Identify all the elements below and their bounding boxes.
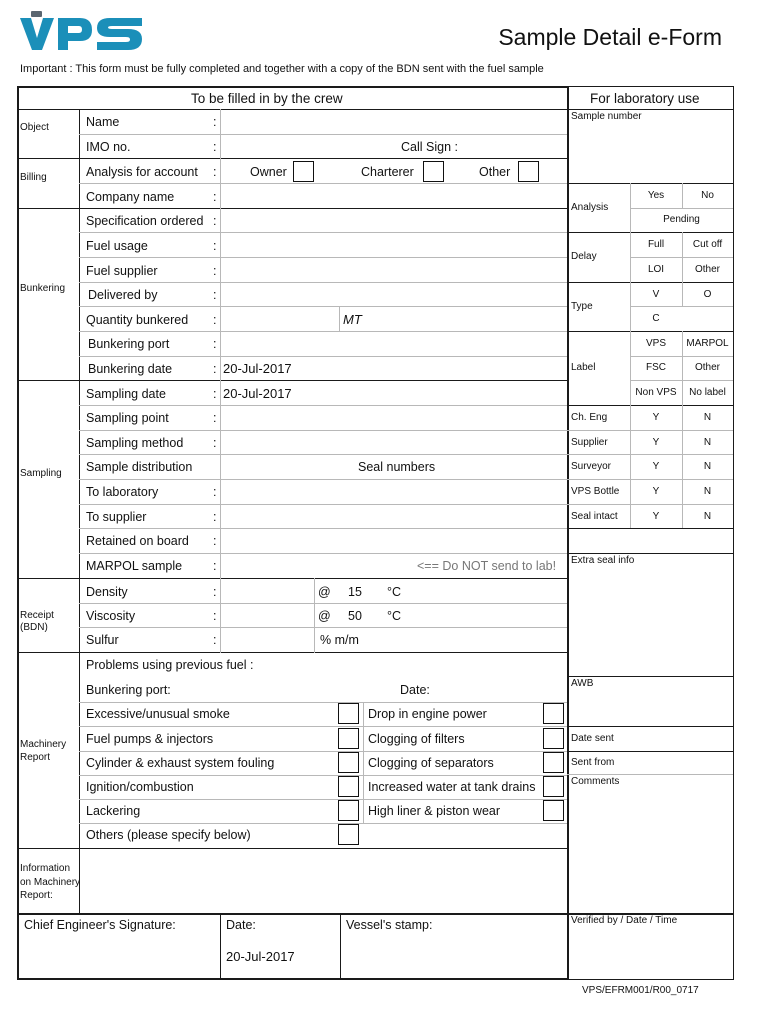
label-marpol-sample: MARPOL sample xyxy=(86,559,183,573)
colon: : xyxy=(213,411,217,425)
label-chief-engineer-signature: Chief Engineer's Signature: xyxy=(24,918,176,932)
row-line xyxy=(79,702,567,703)
label-sample-distribution: Sample distribution xyxy=(86,460,193,474)
lab-yes[interactable]: Yes xyxy=(647,190,665,201)
row-line xyxy=(79,627,567,628)
label-sampling-point: Sampling point xyxy=(86,411,169,425)
colon: : xyxy=(213,362,217,376)
label-seal-numbers: Seal numbers xyxy=(358,460,436,474)
viscosity-at: @ xyxy=(318,609,331,623)
label-mach-date: Date: xyxy=(400,683,430,697)
label-bunkering-port: Bunkering port xyxy=(88,337,170,351)
frame-crew-right xyxy=(567,86,569,980)
row-line xyxy=(79,454,567,455)
row-line xyxy=(79,134,567,135)
lab-row-line xyxy=(630,208,733,209)
colon: : xyxy=(213,337,217,351)
frame-heading-bottom xyxy=(17,109,569,110)
frame-left xyxy=(17,86,19,980)
label-bunkering-date: Bunkering date xyxy=(88,362,173,376)
row-line xyxy=(79,306,567,307)
colon: : xyxy=(213,559,217,573)
density-at: @ xyxy=(318,585,331,599)
row-line xyxy=(79,553,567,554)
lab-yn-y[interactable]: Y xyxy=(652,412,660,423)
value-column-line xyxy=(339,306,340,332)
label-call-sign: Call Sign : xyxy=(401,140,458,154)
label-sulfur: Sulfur xyxy=(86,633,119,647)
row-line xyxy=(79,405,567,406)
problem-left-5-checkbox[interactable] xyxy=(338,824,359,845)
lab-yn-n[interactable]: N xyxy=(703,412,712,423)
lab-yn-n[interactable]: N xyxy=(703,511,712,522)
colon: : xyxy=(213,165,217,179)
frame-bottom-lab xyxy=(567,979,733,980)
problem-right-0: Drop in engine power xyxy=(368,707,487,721)
lab-row-line xyxy=(630,380,733,381)
label-owner: Owner xyxy=(250,165,287,179)
label-signature-date: Date: xyxy=(226,918,256,932)
lab-row-line xyxy=(630,306,733,307)
other-checkbox[interactable] xyxy=(518,161,539,182)
viscosity-unit: °C xyxy=(387,609,402,623)
lab-line xyxy=(567,676,733,677)
row-line xyxy=(79,331,567,332)
label-quantity-bunkered: Quantity bunkered xyxy=(86,313,189,327)
value-column-line xyxy=(314,578,315,653)
problem-left-1-checkbox[interactable] xyxy=(338,728,359,749)
lab-line xyxy=(567,726,733,727)
problem-right-3: Increased water at tank drains xyxy=(368,780,536,794)
lab-yn-row-3: VPS Bottle xyxy=(571,486,620,497)
lab-label-marpol[interactable]: MARPOL xyxy=(686,338,729,349)
section-sampling: Sampling xyxy=(20,468,62,479)
colon: : xyxy=(213,214,217,228)
problem-left-4: Lackering xyxy=(86,804,141,818)
label-to-supplier: To supplier xyxy=(86,510,147,524)
colon: : xyxy=(213,585,217,599)
colon: : xyxy=(213,288,217,302)
colon: : xyxy=(213,190,217,204)
label-fuel-supplier: Fuel supplier xyxy=(86,264,158,278)
label-retained-on-board: Retained on board xyxy=(86,534,189,548)
lab-line xyxy=(567,528,733,529)
sep-machinery-info xyxy=(17,848,569,849)
lab-delay: Delay xyxy=(571,251,597,262)
sep-info-signature xyxy=(17,913,569,915)
colon: : xyxy=(213,264,217,278)
sep-billing-bunkering xyxy=(17,208,569,209)
frame-top-crew xyxy=(17,86,569,88)
problem-right-3-checkbox[interactable] xyxy=(543,776,564,797)
section-object: Object xyxy=(20,122,49,133)
row-line xyxy=(79,356,567,357)
label-imo: IMO no. xyxy=(86,140,131,154)
vps-logo-graphic xyxy=(18,10,146,52)
lab-label-fsc[interactable]: FSC xyxy=(646,362,666,373)
problem-left-2: Cylinder & exhaust system fouling xyxy=(86,756,275,770)
row-line xyxy=(79,257,567,258)
row-line xyxy=(79,183,567,184)
label-problems: Problems using previous fuel : xyxy=(86,658,254,672)
colon: : xyxy=(213,313,217,327)
do-not-send-note: <== Do NOT send to lab! xyxy=(417,559,557,573)
colon: : xyxy=(213,140,217,154)
row-line xyxy=(79,282,567,283)
lab-label-no-label[interactable]: No label xyxy=(689,387,726,398)
bunkering-date-value[interactable]: 20-Jul-2017 xyxy=(223,361,292,376)
row-line xyxy=(79,603,567,604)
row-line xyxy=(79,504,567,505)
lab-loi[interactable]: LOI xyxy=(647,264,665,275)
section-billing: Billing xyxy=(20,172,47,183)
problem-right-2-checkbox[interactable] xyxy=(543,752,564,773)
information-textarea[interactable] xyxy=(82,851,568,913)
label-sampling-date: Sampling date xyxy=(86,387,166,401)
form-code: VPS/EFRM001/R00_0717 xyxy=(582,985,699,996)
lab-row-line xyxy=(567,774,733,775)
lab-type-o[interactable]: O xyxy=(703,289,712,300)
lab-line xyxy=(567,282,733,283)
section-bunkering: Bunkering xyxy=(20,283,66,294)
charterer-checkbox[interactable] xyxy=(423,161,444,182)
lab-line xyxy=(567,331,733,332)
lab-sent-from: Sent from xyxy=(571,757,615,768)
row-line xyxy=(79,823,567,824)
colon: : xyxy=(213,633,217,647)
label-mach-bunkering-port: Bunkering port: xyxy=(86,683,171,697)
label-fuel-usage: Fuel usage xyxy=(86,239,148,253)
lab-row-line xyxy=(567,454,733,455)
problem-right-1-checkbox[interactable] xyxy=(543,728,564,749)
row-line xyxy=(79,751,567,752)
row-line xyxy=(79,430,567,431)
signature-date-value[interactable]: 20-Jul-2017 xyxy=(226,949,295,964)
label-specification-ordered: Specification ordered xyxy=(86,214,204,228)
important-notice: Important : This form must be fully completed and together with a copy of the BDN sent with the fuel sample xyxy=(20,63,544,75)
sulfur-unit: % m/m xyxy=(320,633,359,647)
crew-heading: To be filled in by the crew xyxy=(191,91,343,106)
sep-receipt-machinery xyxy=(17,652,569,653)
frame-lab-right xyxy=(733,86,734,980)
section-machinery: Machinery Report xyxy=(20,739,67,763)
lab-row-line xyxy=(630,356,733,357)
vps-logo xyxy=(18,10,146,52)
frame-top-lab xyxy=(567,86,733,87)
lab-yn-y[interactable]: Y xyxy=(652,437,660,448)
colon: : xyxy=(213,436,217,450)
problem-right-4-checkbox[interactable] xyxy=(543,800,564,821)
lab-label-non-vps[interactable]: Non VPS xyxy=(635,387,677,398)
colon: : xyxy=(213,485,217,499)
problem-left-2-checkbox[interactable] xyxy=(338,752,359,773)
problem-left-4-checkbox[interactable] xyxy=(338,800,359,821)
label-to-laboratory: To laboratory xyxy=(86,485,159,499)
lab-delay-other[interactable]: Other xyxy=(694,264,720,275)
lab-yn-row-1: Supplier xyxy=(571,437,608,448)
lab-type-c[interactable]: C xyxy=(652,313,660,324)
signature-split xyxy=(340,913,341,979)
colon: : xyxy=(213,115,217,129)
sep-object-billing xyxy=(17,158,569,159)
colon: : xyxy=(213,510,217,524)
label-charterer: Charterer xyxy=(361,165,414,179)
lab-date-sent: Date sent xyxy=(571,733,614,744)
problem-left-1: Fuel pumps & injectors xyxy=(86,732,214,746)
lab-extra-seal-info: Extra seal info xyxy=(571,555,635,566)
colon: : xyxy=(213,239,217,253)
lab-pending[interactable]: Pending xyxy=(663,214,700,225)
lab-awb: AWB xyxy=(571,678,594,689)
lab-label: Label xyxy=(571,362,596,373)
colon: : xyxy=(213,534,217,548)
viscosity-temp: 50 xyxy=(348,609,362,623)
label-vessel-stamp: Vessel's stamp: xyxy=(346,918,433,932)
form-title: Sample Detail e-Form xyxy=(498,24,722,50)
problem-right-4: High liner & piston wear xyxy=(368,804,501,818)
label-other: Other xyxy=(479,165,511,179)
sampling-date-value[interactable]: 20-Jul-2017 xyxy=(223,386,292,401)
owner-checkbox[interactable] xyxy=(293,161,314,182)
signature-split xyxy=(220,913,221,979)
lab-row-line xyxy=(567,430,733,431)
lab-yn-row-0: Ch. Eng xyxy=(571,412,608,423)
row-line xyxy=(79,775,567,776)
lab-yn-n[interactable]: N xyxy=(703,437,712,448)
label-analysis-account: Analysis for account xyxy=(86,165,198,179)
name-input[interactable] xyxy=(222,112,569,134)
lab-row-line xyxy=(567,479,733,480)
lab-full[interactable]: Full xyxy=(647,239,665,250)
lab-yn-row-2: Surveyor xyxy=(571,461,612,472)
row-line xyxy=(79,232,567,233)
density-temp: 15 xyxy=(348,585,362,599)
lab-line xyxy=(567,553,733,554)
problem-left-5: Others (please specify below) xyxy=(86,828,251,842)
machinery-split xyxy=(363,702,364,824)
row-line xyxy=(79,726,567,727)
frame-bottom-crew xyxy=(17,978,569,980)
row-line xyxy=(79,528,567,529)
lab-verified: Verified by / Date / Time xyxy=(571,915,678,926)
lab-line xyxy=(567,405,733,406)
label-name: Name xyxy=(86,115,120,129)
lab-line xyxy=(567,109,733,110)
lab-sample-number: Sample number xyxy=(571,111,642,122)
lab-type: Type xyxy=(571,301,593,312)
lab-yn-row-4: Seal intact xyxy=(571,511,618,522)
lab-yn-y[interactable]: Y xyxy=(652,461,660,472)
lab-line xyxy=(567,751,733,752)
quantity-unit: MT xyxy=(343,312,362,327)
lab-type-v[interactable]: V xyxy=(652,289,660,300)
problem-left-0: Excessive/unusual smoke xyxy=(86,707,230,721)
lab-yn-y[interactable]: Y xyxy=(652,486,660,497)
value-column-line xyxy=(220,578,221,653)
label-delivered-by: Delivered by xyxy=(88,288,158,302)
lab-line xyxy=(567,232,733,233)
lab-heading: For laboratory use xyxy=(590,91,700,106)
section-divider xyxy=(79,109,80,914)
lab-no[interactable]: No xyxy=(701,190,714,201)
lab-comments: Comments xyxy=(571,776,620,787)
label-company-name: Company name xyxy=(86,190,175,204)
section-information: Information on Machinery Report: xyxy=(20,863,81,901)
label-density: Density xyxy=(86,585,128,599)
row-line xyxy=(79,479,567,480)
lab-label-other[interactable]: Other xyxy=(694,362,720,373)
value-column-line xyxy=(220,109,221,579)
colon: : xyxy=(213,387,217,401)
label-sampling-method: Sampling method xyxy=(86,436,184,450)
sep-sampling-receipt xyxy=(17,578,569,579)
lab-line xyxy=(567,183,733,184)
problem-right-0-checkbox[interactable] xyxy=(543,703,564,724)
label-viscosity: Viscosity xyxy=(86,609,136,623)
row-line xyxy=(79,799,567,800)
problem-left-3-checkbox[interactable] xyxy=(338,776,359,797)
section-receipt: Receipt (BDN) xyxy=(20,610,54,633)
lab-label-vps[interactable]: VPS xyxy=(645,338,666,349)
sep-bunkering-sampling xyxy=(17,380,569,381)
lab-cut-off[interactable]: Cut off xyxy=(692,239,723,250)
density-unit: °C xyxy=(387,585,402,599)
problem-right-1: Clogging of filters xyxy=(368,732,465,746)
lab-yn-n[interactable]: N xyxy=(703,486,712,497)
problem-right-2: Clogging of separators xyxy=(368,756,494,770)
lab-yn-n[interactable]: N xyxy=(703,461,712,472)
colon: : xyxy=(213,609,217,623)
lab-row-line xyxy=(630,257,733,258)
lab-yn-y[interactable]: Y xyxy=(652,511,660,522)
lab-analysis: Analysis xyxy=(571,202,609,213)
problem-left-3: Ignition/combustion xyxy=(86,780,194,794)
problem-left-0-checkbox[interactable] xyxy=(338,703,359,724)
lab-row-line xyxy=(567,504,733,505)
